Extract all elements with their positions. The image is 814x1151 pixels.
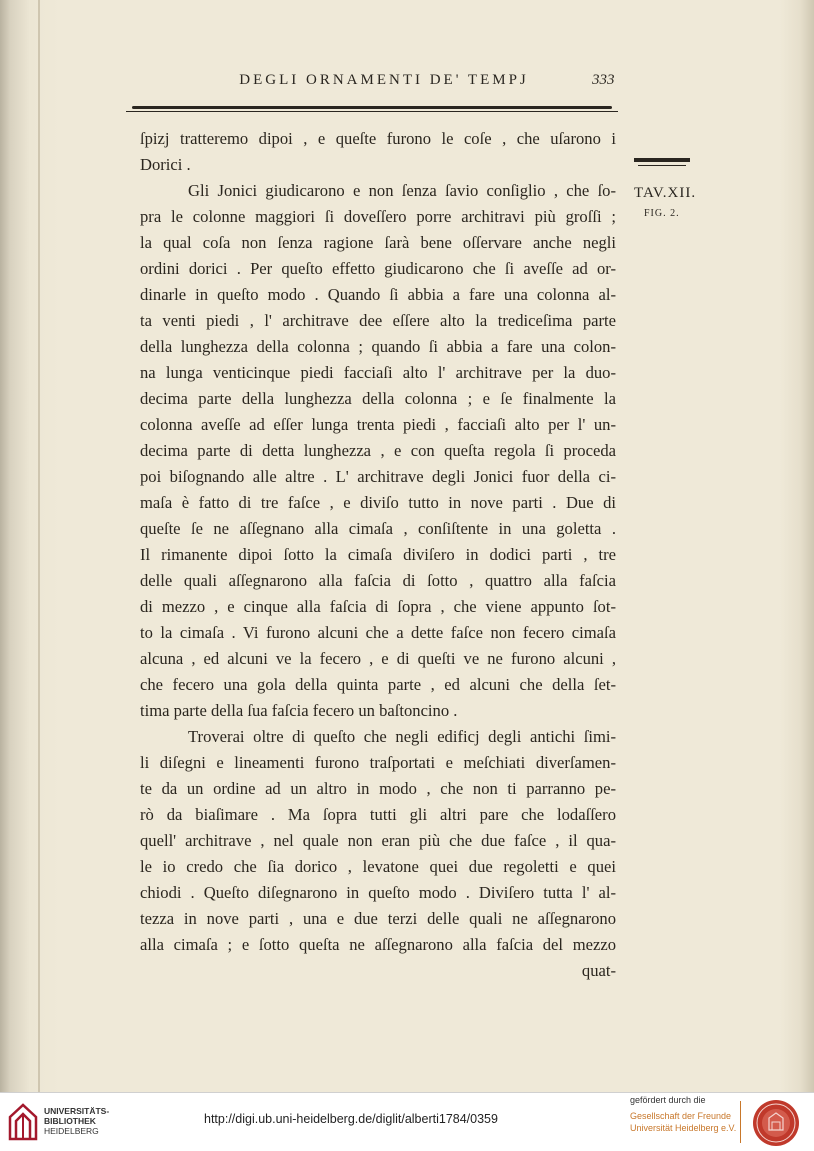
text-line: maſa è fatto di tre faſce , e diviſo tutto in nove parti . Due di (140, 493, 616, 512)
text-line: Troverai oltre di queſto che negli edificj degli antichi ſimi- (188, 727, 616, 746)
text-line: colonna aveſſe ad eſſer lunga trenta piedi , facciaſi alto per l' un- (140, 415, 616, 434)
text-line: te da un ordine ad un altro in modo , che non ti parranno pe- (140, 779, 616, 798)
text-line: delle quali aſſegnarono alla faſcia di ſotto , quattro alla faſcia (140, 571, 616, 590)
library-name-line: HEIDELBERG (44, 1126, 99, 1136)
permalink-url[interactable]: http://digi.ub.uni-heidelberg.de/diglit/alberti1784/0359 (204, 1112, 498, 1126)
text-line: tezza in nove parti , una e due terzi delle quali ne aſſegnarono (140, 909, 616, 928)
text-line: Il rimanente dipoi ſotto la cimaſa diviſero in dodici parti , tre (140, 545, 616, 564)
sponsor-label: gefördert durch die (630, 1095, 706, 1105)
margin-plate-reference: TAV.XII. (634, 185, 697, 201)
text-line: quell' architrave , nel quale non eran più che due faſce , il qua- (140, 831, 616, 850)
text-line: ſpizj tratteremo dipoi , e queſte furono le coſe , che uſarono i (140, 129, 616, 148)
text-line: decima parte della lunghezza della colonna ; e ſe finalmente la (140, 389, 616, 408)
sponsor-name-line: Gesellschaft der Freunde (630, 1111, 732, 1121)
catchword: quat- (581, 961, 616, 980)
text-line: to la cimaſa . Vi furono alcuni che a dette faſce non fecero cimaſa (140, 623, 616, 642)
library-name-line: BIBLIOTHEK (44, 1116, 96, 1126)
margin-ornament-thin (638, 165, 686, 166)
sponsor-name-line: Universität Heidelberg e.V. (630, 1123, 737, 1133)
header-rule-thick (132, 106, 612, 109)
text-line: della lunghezza della colonna ; quando ſi abbia a fare una colon- (140, 337, 616, 356)
text-line: la qual coſa non ſenza ragione ſarà bene oſſervare anche negli (140, 233, 616, 252)
text-line: alla cimaſa ; e ſotto queſta ne aſſegnarono alla faſcia del mezzo (140, 935, 616, 954)
university-seal-icon (751, 1098, 801, 1148)
text-line: chiodi . Queſto diſegnarono in queſto modo . Diviſero tutta l' al- (140, 883, 616, 902)
library-name (44, 1106, 109, 1136)
text-line: ta venti piedi , l' architrave dee eſſere alto la trediceſima parte (140, 311, 616, 330)
text-line: le io credo che ſia dorico , levatone quei due regoletti e quei (140, 857, 616, 876)
text-line: Dorici . (140, 155, 191, 174)
text-line: rò da biaſimare . Ma ſopra tutti gli altri pare che lodaſſero (140, 805, 616, 824)
body-text (140, 126, 616, 984)
text-line: tima parte della ſua faſcia fecero un baſtoncino . (140, 701, 458, 720)
text-line: poi biſognando alle altre . L' architrave degli Jonici fuor della ci- (140, 467, 616, 486)
sponsor-divider (740, 1101, 741, 1143)
text-line: dinarle in queſto modo . Quando ſi abbia a fare una colonna al- (140, 285, 616, 304)
library-logo-icon (8, 1103, 38, 1141)
book-page (44, 0, 814, 1092)
page-number: 333 (592, 72, 615, 88)
text-line: na lunga venticinque piedi facciaſi alto l' architrave per la duo- (140, 363, 616, 382)
sponsor-name (630, 1110, 736, 1134)
margin-ornament-thick (634, 158, 690, 162)
text-line: queſte ſe ne aſſegnano alla cimaſa , conſiſtente in una goletta . (140, 519, 616, 538)
margin-figure-reference: FIG. 2. (644, 208, 680, 219)
text-line: decima parte di detta lunghezza , e con queſta regola ſi proceda (140, 441, 616, 460)
text-line: che fecero una gola della quinta parte , ed alcuni che della ſet- (140, 675, 616, 694)
footer-bar (0, 1092, 814, 1151)
text-line: pra le colonne maggiori ſi doveſſero porre architravi più groſſi ; (140, 207, 616, 226)
header-rule (126, 104, 618, 112)
text-line: di mezzo , e cinque alla faſcia di ſopra , che viene appunto ſot- (140, 597, 616, 616)
margin-ornament (634, 158, 690, 168)
running-head: DEGLI ORNAMENTI DE' TEMPJ (239, 72, 529, 88)
header-rule-thin (126, 111, 618, 112)
text-line: li diſegni e lineamenti furono traſportati e meſchiati diverſamen- (140, 753, 616, 772)
library-name-line: UNIVERSITÄTS- (44, 1106, 110, 1116)
text-line: Gli Jonici giudicarono e non ſenza ſavio conſiglio , che ſo- (188, 181, 616, 200)
text-line: ordini dorici . Per queſto effetto giudicarono che ſi aveſſe ad or- (140, 259, 616, 278)
text-line: alcuna , ed alcuni ve la fecero , e di queſti ve ne furono alcuni , (140, 649, 616, 668)
binding-edge (38, 0, 40, 1092)
